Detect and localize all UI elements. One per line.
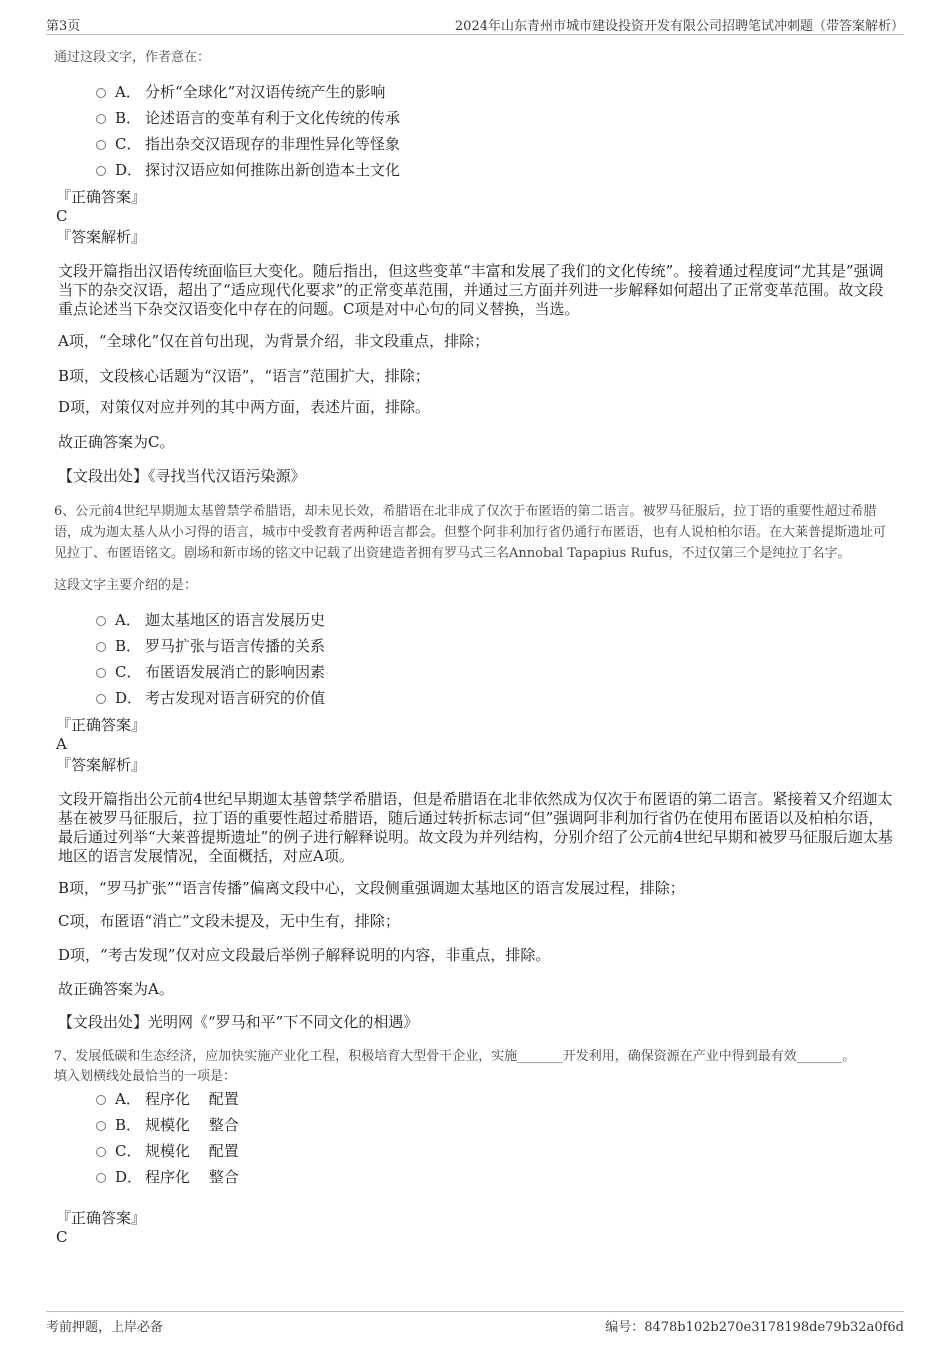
option-letter: A．	[115, 611, 141, 629]
page-number: 第3页	[46, 19, 81, 34]
option-text: 规模化 整合	[145, 1116, 239, 1134]
q6-note-d: D项，“考古发现”仅对应文段最后举例子解释说明的内容，非重点，排除。	[58, 946, 551, 964]
q6-answer-label: 『正确答案』	[56, 716, 147, 734]
q6-analysis: 文段开篇指出公元前4世纪早期迦太基曾禁学希腊语，但是希腊语在北非依然成为仅次于布匿语的第二语言。紧接着又介绍迦太基在被罗马征服后，拉丁语的重要性超过希腊语，随后通过转折标志词“但”强调阿非利加行省仍在使用布匿语以及柏柏尔语，最后通过列举“大莱普提斯遗址”的例子进行解释说明。故文段为并列结构，分别介绍了公元前4世纪早期和被罗马征服后迦太基地区的语言发展情况，全面概括，对应A项。	[58, 790, 893, 865]
option-text: 论述语言的变革有利于文化传统的传承	[145, 109, 401, 127]
option-text: 罗马扩张与语言传播的关系	[145, 637, 326, 655]
q5-analysis: 文段开篇指出汉语传统面临巨大变化。随后指出，但这些变革“丰富和发展了我们的文化传统”。接着通过程度词“尤其是”强调当下的杂交汉语，超出了“适应现代化要求”的正常变革范围，并通过三方面并列进一步解释如何超出了正常变革范围。故文段重点论述当下杂交汉语变化中存在的问题。C项是对中心句的同义替换，当选。	[58, 262, 884, 318]
q6-analysis-label: 『答案解析』	[56, 756, 147, 774]
option-text: 迦太基地区的语言发展历史	[145, 611, 326, 629]
page-footer	[46, 1311, 904, 1334]
q6-prompt: 这段文字主要介绍的是：	[54, 578, 198, 593]
radio-icon[interactable]	[96, 114, 106, 124]
radio-icon[interactable]	[96, 166, 106, 176]
option-letter: C．	[115, 135, 142, 153]
option-letter: D．	[115, 161, 143, 179]
radio-icon[interactable]	[96, 88, 106, 98]
q7-answer: C	[56, 1228, 68, 1246]
q6-source: 【文段出处】光明网《“罗马和平”下不同文化的相遇》	[58, 1013, 419, 1031]
document-id: 编号：8478b102b270e3178198de79b32a0f6d	[605, 1320, 904, 1335]
radio-icon[interactable]	[96, 1173, 106, 1183]
page-header	[46, 14, 904, 35]
option-letter: B．	[115, 637, 142, 655]
option-text: 分析“全球化”对汉语传统产生的影响	[145, 83, 386, 101]
document-title: 2024年山东青州市城市建设投资开发有限公司招聘笔试冲刺题（带答案解析）	[454, 19, 904, 34]
q5-prompt: 通过这段文字，作者意在：	[54, 50, 211, 65]
q7-passage: 7、发展低碳和生态经济，应加快实施产业化工程，积极培育大型骨干企业，实施_______开发利用，确保资源在产业中得到最有效_______。	[54, 1049, 856, 1064]
footer-slogan: 考前押题，上岸必备	[46, 1320, 164, 1335]
q5-note-b: B项，文段核心话题为“汉语”，“语言”范围扩大，排除；	[58, 367, 430, 385]
option-letter: A．	[115, 1090, 141, 1108]
radio-icon[interactable]	[96, 642, 106, 652]
option-text: 程序化 整合	[145, 1168, 239, 1186]
q5-note-a: A项，“全球化”仅在首句出现，为背景介绍，非文段重点，排除；	[58, 332, 490, 350]
radio-icon[interactable]	[96, 668, 106, 678]
option-letter: C．	[115, 1142, 142, 1160]
radio-icon[interactable]	[96, 1147, 106, 1157]
radio-icon[interactable]	[96, 1095, 106, 1105]
option-letter: A．	[115, 83, 141, 101]
q6-answer: A	[56, 735, 67, 753]
option-letter: B．	[115, 109, 142, 127]
q5-answer-label: 『正确答案』	[56, 188, 147, 206]
option-text: 规模化 配置	[145, 1142, 239, 1160]
option-letter: D．	[115, 1168, 143, 1186]
q6-passage: 6、公元前4世纪早期迦太基曾禁学希腊语，却未见长效，希腊语在北非成了仅次于布匿语的第二语言。被罗马征服后，拉丁语的重要性超过希腊语，成为迦太基人从小习得的语言，城市中受教育者两种语言都会。但整个阿非利加行省仍通行布匿语，也有人说柏柏尔语。在大莱普提斯遗址可见拉丁、布匿语铭文。剧场和新市场的铭文中记载了出资建造者拥有罗马式三名Annobal Tapapius Rufus，不过仅第三个是纯拉丁名字。	[54, 504, 887, 561]
option-text: 探讨汉语应如何推陈出新创造本土文化	[145, 161, 401, 179]
option-text: 考古发现对语言研究的价值	[145, 689, 326, 707]
radio-icon[interactable]	[96, 1121, 106, 1131]
option-text: 程序化 配置	[145, 1090, 239, 1108]
option-letter: D．	[115, 689, 143, 707]
q6-conclusion: 故正确答案为A。	[58, 980, 174, 998]
q6-note-b: B项，“罗马扩张”“语言传播”偏离文段中心，文段侧重强调迦太基地区的语言发展过程，排除；	[58, 879, 685, 897]
q6-note-c: C项，布匿语“消亡”文段未提及，无中生有，排除；	[58, 912, 400, 930]
q5-source: 【文段出处】《寻找当代汉语污染源》	[58, 467, 306, 485]
option-letter: C．	[115, 663, 142, 681]
q7-answer-label: 『正确答案』	[56, 1209, 147, 1227]
q5-note-d: D项，对策仅对应并列的其中两方面，表述片面，排除。	[58, 398, 431, 416]
q5-analysis-label: 『答案解析』	[56, 228, 147, 246]
q5-answer: C	[56, 207, 68, 225]
q7-prompt: 填入划横线处最恰当的一项是：	[54, 1069, 237, 1084]
option-text: 指出杂交汉语现存的非理性异化等怪象	[145, 135, 401, 153]
radio-icon[interactable]	[96, 616, 106, 626]
option-letter: B．	[115, 1116, 142, 1134]
option-text: 布匿语发展消亡的影响因素	[145, 663, 326, 681]
radio-icon[interactable]	[96, 140, 106, 150]
q5-conclusion: 故正确答案为C。	[58, 433, 175, 451]
radio-icon[interactable]	[96, 694, 106, 704]
